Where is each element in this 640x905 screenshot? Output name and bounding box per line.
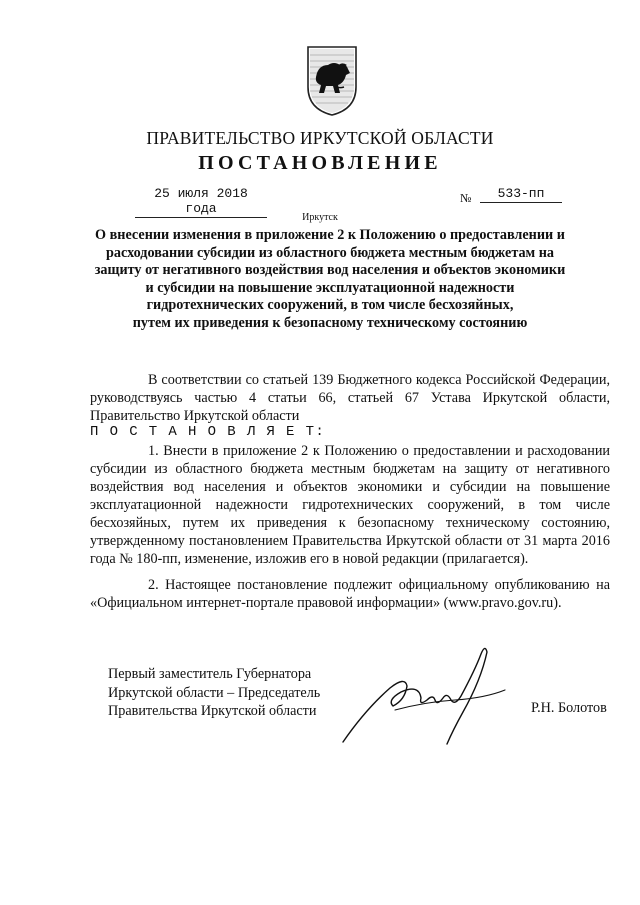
subject-line: путем их приведения к безопасному техническому состоянию [132,314,528,331]
signer-title [108,665,320,721]
city: Иркутск [302,212,338,223]
document-subject [80,227,580,332]
subject-line: и субсидии на повышение эксплуатационной надежности [145,279,515,296]
subject-line: защиту от негативного воздействия вод населения и объектов экономики [94,262,566,278]
coat-of-arms-icon [304,43,360,118]
subject-line: гидротехнических сооружений, в том числе бесхозяйных, [146,297,514,313]
document-number: 533-пп [480,186,562,203]
subject-line: О внесении изменения в приложение 2 к Положению о предоставлении и [95,227,565,243]
signer-title-line: Иркутской области – Председатель [108,684,321,701]
government-title: ПРАВИТЕЛЬСТВО ИРКУТСКОЙ ОБЛАСТИ [146,128,494,148]
resolves-heading: П О С Т А Н О В Л Я Е Т: [90,424,326,440]
item-2-paragraph: 2. Настоящее постановление подлежит официальному опубликованию на «Официальном интернет-портале правовой информации» (www.pravo.gov.ru). [90,577,610,611]
signer-title-line: Правительства Иркутской области [108,703,317,719]
signer-name: Р.Н. Болотов [531,700,607,716]
document-date: 25 июля 2018 года [135,186,267,218]
handwritten-signature-icon [335,640,515,750]
document-type: ПОСТАНОВЛЕНИЕ [198,152,442,174]
preamble-paragraph: В соответствии со статьей 139 Бюджетного кодекса Российской Федерации, руководствуясь частью 4 статьи 66, статьей 67 Устава Иркутской области, Правительство Иркутской области [90,372,610,424]
subject-line: расходовании субсидии из областного бюджета местным бюджетам на [105,244,555,261]
signer-title-line: Первый заместитель Губернатора [108,666,312,682]
item-1-paragraph: 1. Внести в приложение 2 к Положению о предоставлении и расходовании субсидии из областного бюджета местным бюджетам на защиту от негативного воздействия вод населения и объектов экономики и субсидии на повышение эксплуатационной надежности гидротехнических сооружений, в том числе бесхозяйных, путем их приведения к безопасному техническому состоянию, утвержденному постановлением Правительства Иркутской области от 31 марта 2016 года № 180-пп, изменение, изложив его в новой редакции (прилагается). [90,443,610,567]
number-label: № [460,191,472,205]
